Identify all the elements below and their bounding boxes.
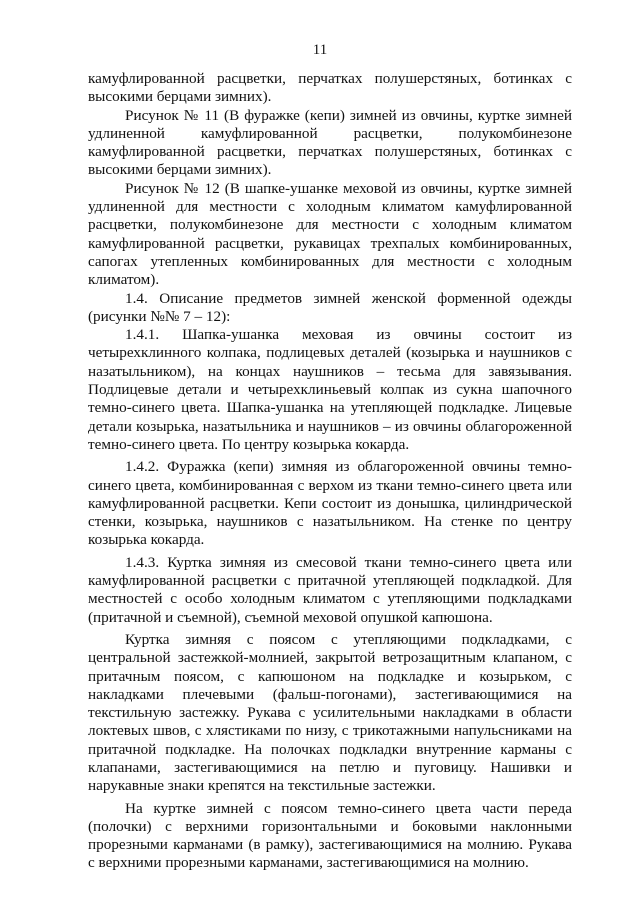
paragraph-continuation: камуфлированной расцветки, перчатках полушерстяных, ботинках с высокими берцами зимних).: [88, 70, 572, 106]
section-heading-1-4: 1.4. Описание предметов зимней женской форменной одежды (рисунки №№ 7 – 12):: [88, 289, 572, 325]
paragraph-figure-11: Рисунок № 11 (В фуражке (кепи) зимней из овчины, куртке зимней удлиненной камуфлированной расцветки, полукомбинезоне камуфлированной расцветки, перчатках полушерстяных, ботинках с высокими берцами зимних).: [88, 106, 572, 179]
body-text: [88, 70, 572, 873]
paragraph-jacket-dark-blue: На куртке зимней с поясом темно-синего цвета части переда (полочки) с верхними горизонтальными и боковыми наклонными прорезными карманами (в рамку), застегивающимися на молнию. Рукава с верхними прорезными карманами, застегивающимися на молнию.: [88, 799, 572, 872]
paragraph-1-4-1: 1.4.1. Шапка-ушанка меховая из овчины состоит из четырехклинного колпака, подлицевых деталей (козырька и наушников с назатыльником), на концах наушников – тесьма для завязывания. Подлицевые детали и четырехклиньевый колпак из сукна шапочного темно-синего цвета. Шапка-ушанка на утепляющей подкладке. Лицевые детали козырька, назатыльника и наушников – из овчины облагороженной темно-синего цвета. По центру козырька кокарда.: [88, 326, 572, 453]
paragraph-1-4-2: 1.4.2. Фуражка (кепи) зимняя из облагороженной овчины темно-синего цвета, комбинированная с верхом из ткани темно-синего цвета или камуфлированной расцветки. Кепи состоит из донышка, цилиндрической стенки, козырька, наушников с назатыльником. На стенке по центру козырька кокарда.: [88, 458, 572, 549]
page-number: 11: [312, 42, 328, 58]
paragraph-1-4-3: 1.4.3. Куртка зимняя из смесовой ткани темно-синего цвета или камуфлированной расцветки с притачной утепляющей подкладкой. Для местностей с особо холодным климатом с утепляющими подкладками (притачной и съемной), съемной меховой опушкой капюшона.: [88, 553, 572, 626]
paragraph-jacket-belt: Куртка зимняя с поясом с утепляющими подкладками, с центральной застежкой-молнией, закрытой ветрозащитным клапаном, с притачным поясом, с капюшоном на подкладке и козырьком, с накладками плечевыми (фальш-погонами), застегивающимися на текстильную застежку. Рукава с усилительными накладками в области локтевых швов, с хлястиками по низу, с трикотажными напульсниками на притачной подкладке. На полочках подкладки внутренние карманы с клапанами, застегивающимися на петлю и пуговицу. Нашивки и нарукавные знаки крепятся на текстильные застежки.: [88, 630, 572, 795]
paragraph-figure-12: Рисунок № 12 (В шапке-ушанке меховой из овчины, куртке зимней удлиненной для местности с холодным климатом камуфлированной расцветки, полукомбинезоне для местности с холодным климатом камуфлированной расцветки, рукавицах трехпалых комбинированных, сапогах утепленных комбинированных для местности с холодным климатом).: [88, 179, 572, 289]
